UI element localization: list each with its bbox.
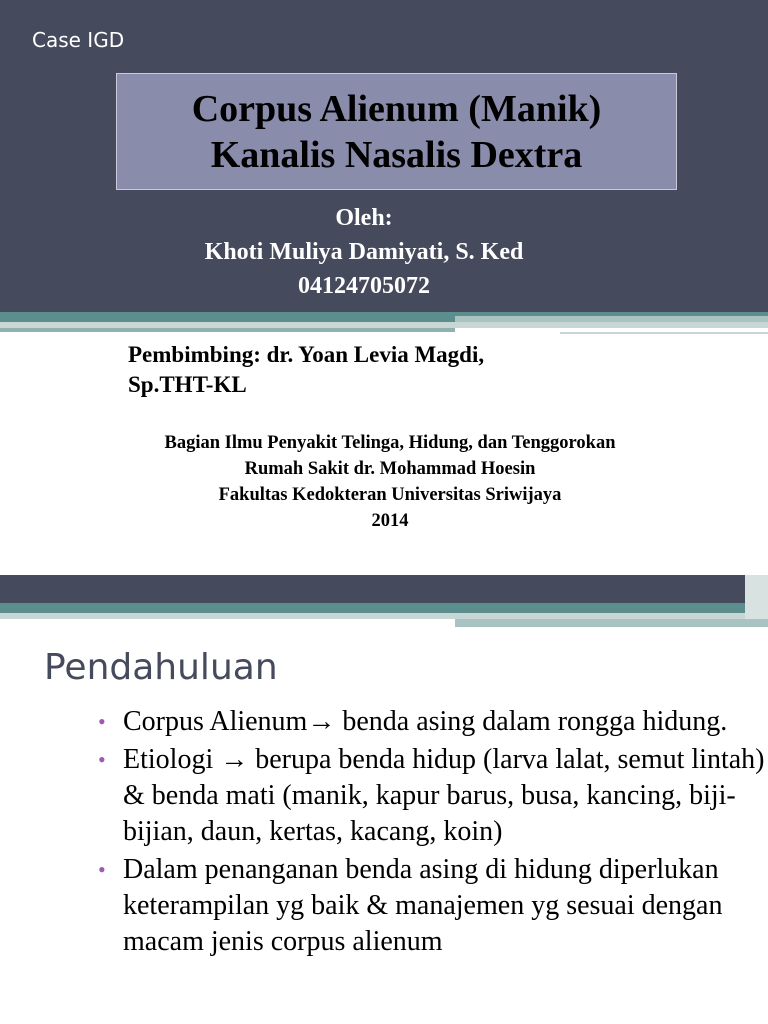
author-id: 04124705072	[298, 273, 430, 299]
separator-accent-right	[455, 619, 768, 627]
list-item	[98, 704, 768, 740]
author-block	[0, 201, 728, 303]
author-name: Khoti Muliya Damiyati, S. Ked	[204, 239, 524, 265]
list-item	[98, 852, 768, 960]
supervisor-block	[128, 340, 648, 400]
list-item	[98, 742, 768, 850]
accent-line-right	[560, 332, 768, 334]
supervisor-line-2: Sp.THT-KL	[128, 372, 247, 397]
bullet-text: Dalam penanganan benda asing di hidung diperlukan keterampilan yg baik & manajemen yg sesuai dengan macam jenis corpus alienum	[123, 854, 723, 957]
slide-heading: Pendahuluan	[44, 647, 278, 688]
bullet-icon: •	[98, 747, 106, 772]
title-line-1: Corpus Alienum (Manik)	[191, 87, 602, 130]
case-label: Case IGD	[32, 28, 125, 52]
slide-separator	[0, 575, 768, 605]
accent-stripe-right	[455, 316, 768, 322]
institution-line-2: Rumah Sakit dr. Mohammad Hoesin	[244, 459, 536, 479]
bullet-text: Etiologi → berupa benda hidup (larva lalat, semut lintah) & benda mati (manik, kapur barus, busa, kancing, biji-bijian, daun, kertas, kacang, koin)	[123, 744, 765, 847]
title-slide-header	[0, 0, 768, 312]
content-slide	[0, 627, 768, 1024]
institution-year: 2014	[371, 511, 409, 531]
bullet-icon: •	[98, 857, 106, 882]
bullet-text: Corpus Alienum→ benda asing dalam rongga hidung.	[123, 706, 728, 737]
separator-teal-stripe	[0, 603, 768, 613]
bullet-icon: •	[98, 709, 106, 734]
institution-block	[0, 430, 768, 534]
title-line-2: Kanalis Nasalis Dextra	[210, 133, 583, 176]
institution-line-3: Fakultas Kedokteran Universitas Sriwijaya	[218, 485, 562, 505]
supervisor-line-1: Pembimbing: dr. Yoan Levia Magdi,	[128, 342, 485, 367]
accent-stripe-left	[0, 328, 455, 332]
bullet-list	[98, 704, 768, 962]
title-box	[116, 73, 677, 190]
institution-line-1: Bagian Ilmu Penyakit Telinga, Hidung, dan Tenggorokan	[164, 433, 616, 453]
author-by-label: Oleh:	[335, 205, 393, 231]
separator-accent-edge	[745, 575, 768, 619]
